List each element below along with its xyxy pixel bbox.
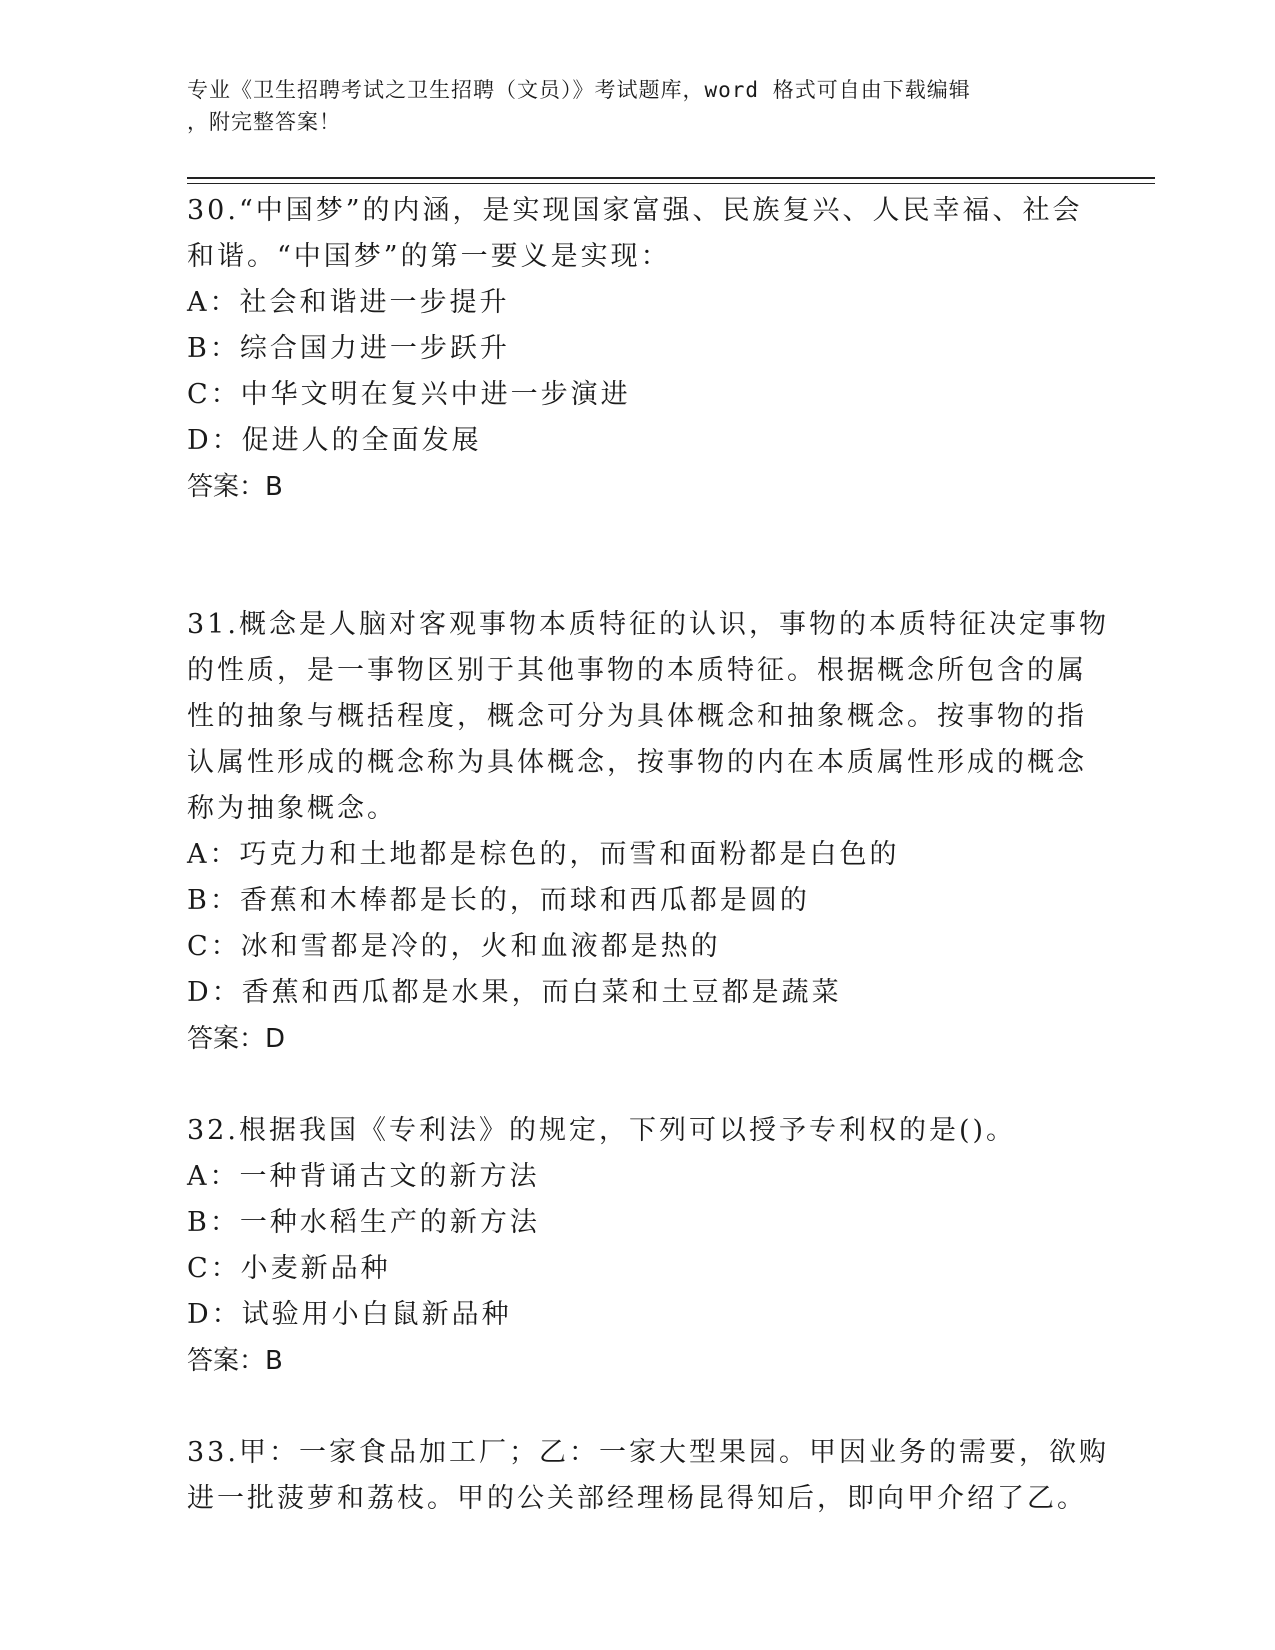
header-rule-thick	[187, 177, 1155, 179]
spacer	[187, 556, 1087, 602]
option-c: C：小麦新品种	[187, 1253, 391, 1284]
option-a: A：巧克力和土地都是棕色的，而雪和面粉都是白色的	[187, 839, 900, 870]
question-list	[187, 188, 1109, 1522]
option-b: B：综合国力进一步跃升	[187, 333, 510, 364]
question-stem-line: 认属性形成的概念称为具体概念，按事物的内在本质属性形成的概念	[187, 747, 1087, 778]
question-stem-line: 的性质，是一事物区别于其他事物的本质特征。根据概念所包含的属	[187, 655, 1087, 686]
option-d: D：香蕉和西瓜都是水果，而白菜和土豆都是蔬菜	[187, 977, 842, 1008]
header-line-1: 专业《卫生招聘考试之卫生招聘（文员）》考试题库，word 格式可自由下载编辑	[187, 78, 971, 102]
spacer	[187, 1384, 1087, 1430]
question-stem-line: 31.概念是人脑对客观事物本质特征的认识，事物的本质特征决定事物	[187, 609, 1109, 640]
document-header	[187, 74, 1067, 138]
question-stem-line: 性的抽象与概括程度，概念可分为具体概念和抽象概念。按事物的指	[187, 701, 1087, 732]
option-a: A：社会和谐进一步提升	[187, 287, 510, 318]
answer-label: 答案：D	[187, 1024, 286, 1054]
answer-label: 答案：B	[187, 472, 283, 502]
header-line-2: ，附完整答案！	[187, 110, 341, 134]
spacer	[187, 1062, 1087, 1108]
spacer	[187, 510, 1087, 556]
header-rule-thin	[187, 183, 1155, 184]
option-c: C：冰和雪都是冷的，火和血液都是热的	[187, 931, 721, 962]
question-33	[187, 1430, 1109, 1522]
question-32	[187, 1108, 1087, 1384]
question-stem-line: 33.甲：一家食品加工厂；乙：一家大型果园。甲因业务的需要，欲购	[187, 1437, 1109, 1468]
question-30	[187, 188, 1087, 510]
answer-label: 答案：B	[187, 1346, 283, 1376]
option-c: C：中华文明在复兴中进一步演进	[187, 379, 631, 410]
option-d: D：促进人的全面发展	[187, 425, 482, 456]
question-stem-line: 30.“中国梦”的内涵，是实现国家富强、民族复兴、人民幸福、社会	[187, 195, 1083, 226]
question-stem-line: 和谐。“中国梦”的第一要义是实现：	[187, 241, 671, 272]
question-stem-line: 进一批菠萝和荔枝。甲的公关部经理杨昆得知后，即向甲介绍了乙。	[187, 1483, 1087, 1514]
question-31	[187, 602, 1109, 1062]
question-stem-line: 32.根据我国《专利法》的规定，下列可以授予专利权的是()。	[187, 1115, 1017, 1146]
option-b: B：一种水稻生产的新方法	[187, 1207, 540, 1238]
question-stem-line: 称为抽象概念。	[187, 793, 397, 824]
option-d: D：试验用小白鼠新品种	[187, 1299, 512, 1330]
option-b: B：香蕉和木棒都是长的，而球和西瓜都是圆的	[187, 885, 810, 916]
option-a: A：一种背诵古文的新方法	[187, 1161, 540, 1192]
